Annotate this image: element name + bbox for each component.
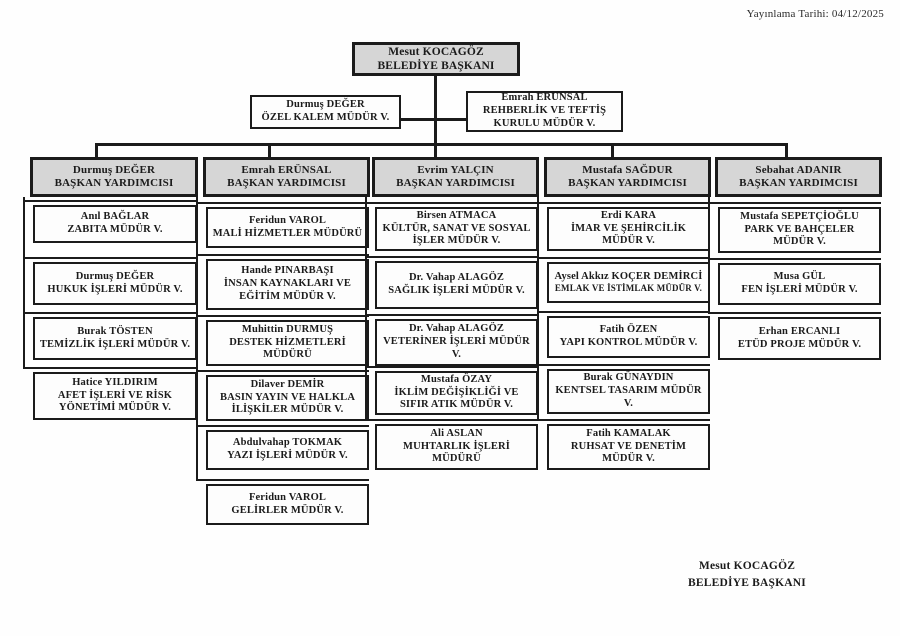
unit-box	[718, 207, 881, 253]
connector-rung	[196, 479, 369, 481]
unit-person-name: Birsen ATMACA	[416, 209, 497, 221]
unit-person-name: Erdi KARA	[600, 209, 657, 221]
unit-box	[547, 207, 710, 251]
connector-spine	[196, 197, 198, 481]
deputy-title: BAŞKAN YARDIMCISI	[568, 177, 687, 189]
unit-box	[547, 369, 710, 414]
connector-rung	[196, 202, 369, 204]
unit-person-name: Hande PINARBAŞI	[241, 265, 334, 277]
unit-title: ETÜD PROJE MÜDÜR V.	[737, 338, 862, 350]
connector-rung	[196, 370, 369, 372]
connector-rung	[708, 312, 881, 314]
unit-person-name: Erhan ERCANLI	[758, 325, 841, 337]
unit-box	[547, 262, 710, 303]
unit-box	[375, 319, 538, 366]
connector-root-vertical	[434, 75, 437, 145]
unit-title: İNSAN KAYNAKLARI VE EĞİTİM MÜDÜR V.	[223, 278, 352, 302]
unit-title: İMAR VE ŞEHİRCİLİK MÜDÜR V.	[570, 222, 687, 247]
deputy-title: BAŞKAN YARDIMCISI	[396, 177, 515, 189]
connector-spine	[708, 197, 710, 314]
unit-title: RUHSAT VE DENETİM MÜDÜR V.	[570, 440, 687, 465]
staff-person-name: Durmuş DEĞER	[286, 99, 365, 111]
connector-rung	[23, 200, 197, 202]
connector-spine	[23, 197, 25, 369]
unit-box	[33, 205, 197, 243]
unit-title: BASIN YAYIN VE HALKLA İLİŞKİLER MÜDÜR V.	[219, 391, 356, 416]
connector-rung	[537, 311, 710, 313]
staff-box-ozel-kalem	[250, 95, 401, 129]
unit-box	[206, 484, 369, 525]
deputy-head-box	[715, 157, 882, 197]
connector-rung	[365, 314, 538, 316]
root-person-name: Mesut KOCAGÖZ	[388, 45, 484, 58]
unit-person-name: Fatih KAMALAK	[586, 427, 671, 439]
connector-rung	[537, 364, 710, 366]
connector-spine	[537, 197, 539, 421]
connector-rung	[23, 257, 197, 259]
connector-rung	[196, 315, 369, 317]
connector-staff-horizontal	[400, 118, 466, 121]
connector-rung	[23, 367, 197, 369]
unit-person-name: Musa GÜL	[773, 271, 826, 283]
unit-title: KÜLTÜR, SANAT VE SOSYAL İŞLER MÜDÜR V.	[382, 222, 531, 247]
unit-person-name: Burak GÜNAYDIN	[583, 372, 674, 384]
column-deputy-3	[372, 157, 539, 477]
connector-rung	[365, 256, 538, 258]
unit-person-name: Muhittin DURMUŞ	[241, 323, 334, 335]
signature-title: BELEDİYE BAŞKANI	[688, 576, 806, 589]
deputy-title: BAŞKAN YARDIMCISI	[739, 177, 858, 189]
unit-person-name: Dilaver DEMİR	[250, 378, 325, 390]
unit-box	[375, 424, 538, 470]
unit-title: FEN İŞLERİ MÜDÜR V.	[741, 284, 858, 295]
unit-title: EMLAK VE İSTİMLAK MÜDÜR V.	[554, 283, 703, 294]
unit-person-name: Aysel Akkız KOÇER DEMİRCİ	[554, 270, 703, 282]
column-deputy-5	[715, 157, 882, 367]
connector-spine	[365, 197, 367, 421]
connector-rung	[708, 258, 881, 260]
unit-person-name: Fatih ÖZEN	[599, 324, 658, 336]
unit-title: HUKUK İŞLERİ MÜDÜR V.	[47, 283, 183, 295]
unit-box	[375, 261, 538, 309]
column-deputy-1	[30, 157, 198, 427]
unit-box	[33, 262, 197, 305]
unit-title: VETERİNER İŞLERİ MÜDÜR V.	[383, 336, 530, 360]
unit-title: SAĞLIK İŞLERİ MÜDÜR V.	[388, 285, 525, 296]
column-deputy-2	[203, 157, 370, 532]
unit-box	[33, 317, 197, 360]
connector-rung	[537, 257, 710, 259]
unit-box	[375, 371, 538, 415]
connector-rung	[708, 202, 881, 204]
unit-title: YAZI İŞLERİ MÜDÜR V.	[227, 450, 348, 461]
connector-rung	[365, 202, 538, 204]
connector-rung	[365, 366, 538, 368]
unit-person-name: Dr. Vahap ALAGÖZ	[408, 323, 505, 335]
root-title: BELEDİYE BAŞKANI	[377, 60, 495, 72]
root-box-mayor	[352, 42, 520, 76]
column-deputy-4	[544, 157, 711, 477]
deputy-title: BAŞKAN YARDIMCISI	[54, 177, 174, 189]
staff-box-rehberlik	[466, 91, 623, 132]
unit-person-name: Hatice YILDIRIM	[72, 376, 158, 388]
deputy-head-box	[372, 157, 539, 197]
unit-person-name: Ali ASLAN	[430, 427, 483, 439]
signature-block	[640, 558, 854, 591]
unit-person-name: Durmuş DEĞER	[75, 270, 155, 282]
deputy-head-box	[203, 157, 370, 197]
deputy-title: BAŞKAN YARDIMCISI	[227, 177, 346, 189]
unit-title: GELİRLER MÜDÜR V.	[231, 504, 344, 516]
unit-box	[375, 207, 538, 251]
unit-box	[206, 320, 369, 366]
unit-title: İKLİM DEĞİŞİKLİĞİ VE SIFIR ATIK MÜDÜR V.	[394, 386, 519, 411]
deputy-name: Durmuş DEĞER	[72, 163, 156, 176]
unit-box	[206, 207, 369, 248]
unit-person-name: Mustafa SEPETÇİOĞLU	[740, 210, 859, 222]
deputy-name: Emrah ERÜNSAL	[241, 163, 332, 176]
unit-title: TEMİZLİK İŞLERİ MÜDÜR V.	[39, 338, 191, 350]
staff-title: ÖZEL KALEM MÜDÜR V.	[261, 112, 390, 123]
connector-main-rail	[95, 143, 788, 146]
unit-person-name: Anıl BAĞLAR	[80, 211, 150, 223]
deputy-name: Mustafa SAĞDUR	[582, 163, 673, 176]
unit-title: PARK VE BAHÇELER MÜDÜR V.	[744, 223, 855, 248]
publish-date: Yayınlama Tarihi: 04/12/2025	[746, 8, 884, 20]
unit-box	[206, 259, 369, 310]
unit-box	[547, 316, 710, 358]
deputy-head-box	[30, 157, 198, 197]
unit-box	[33, 372, 197, 420]
deputy-name: Sebahat ADANIR	[755, 163, 842, 176]
unit-person-name: Dr. Vahap ALAGÖZ	[408, 272, 505, 284]
unit-box	[718, 317, 881, 360]
deputy-head-box	[544, 157, 711, 197]
unit-box	[718, 263, 881, 305]
staff-person-name: Emrah ERUNSAL	[501, 92, 588, 104]
unit-title: YAPI KONTROL MÜDÜR V.	[559, 337, 698, 348]
unit-box	[547, 424, 710, 470]
unit-person-name: Feridun VAROL	[248, 491, 327, 503]
signature-name: Mesut KOCAGÖZ	[698, 560, 796, 572]
unit-person-name: Mustafa ÖZAY	[420, 373, 493, 385]
unit-title: ZABITA MÜDÜR V.	[67, 224, 163, 235]
unit-title: MALİ HİZMETLER MÜDÜRÜ	[212, 227, 363, 239]
connector-rung	[537, 202, 710, 204]
connector-rung	[23, 312, 197, 314]
connector-rung	[365, 419, 538, 421]
unit-title: MUHTARLIK İŞLERİ MÜDÜRÜ	[403, 440, 510, 465]
unit-title: AFET İŞLERİ VE RİSK YÖNETİMİ MÜDÜR V.	[57, 389, 173, 414]
unit-box	[206, 430, 369, 470]
unit-person-name: Burak TÖSTEN	[77, 325, 153, 337]
staff-title: REHBERLİK VE TEFTİŞ KURULU MÜDÜR V.	[482, 105, 607, 129]
unit-person-name: Feridun VAROL	[248, 214, 327, 226]
connector-rung	[196, 254, 369, 256]
unit-title: DESTEK HİZMETLERİ MÜDÜRÜ	[229, 336, 346, 361]
unit-title: KENTSEL TASARIM MÜDÜR V.	[555, 385, 702, 409]
unit-person-name: Abdulvahap TOKMAK	[232, 437, 343, 449]
connector-rung	[537, 419, 710, 421]
unit-box	[206, 375, 369, 421]
deputy-name: Evrim YALÇIN	[417, 163, 494, 176]
connector-rung	[196, 425, 369, 427]
